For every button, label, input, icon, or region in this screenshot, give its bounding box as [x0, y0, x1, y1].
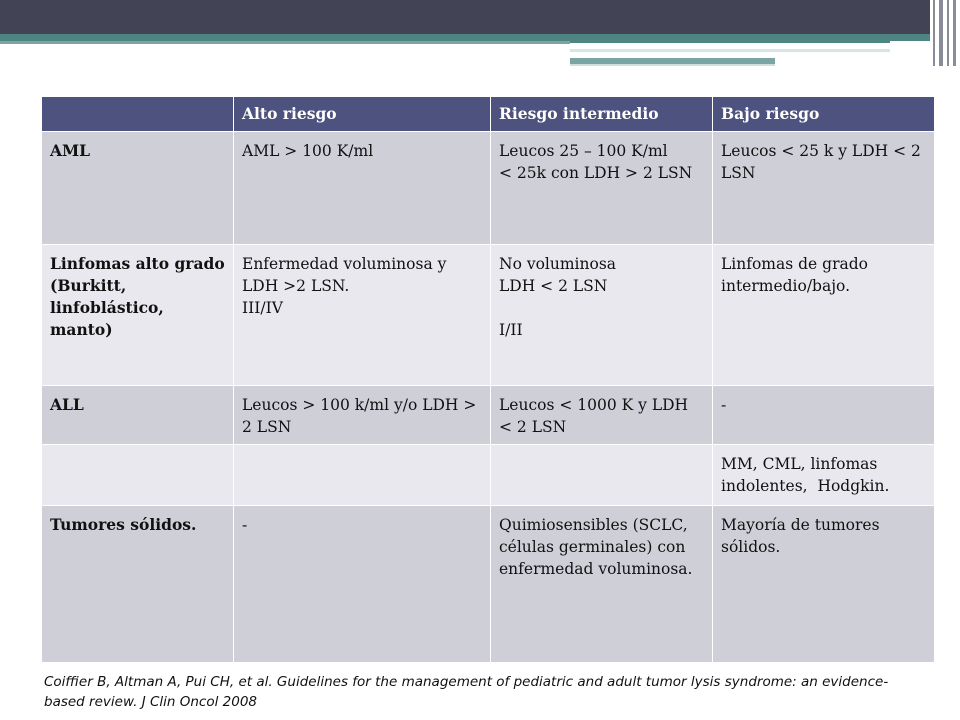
cell-text: AML > 100 K/ml: [242, 142, 374, 160]
row-label-cell: [42, 445, 234, 506]
cell-text: LDH < 2 LSN: [499, 277, 608, 295]
cell-text: Linfomas alto grado (Burkitt, linfoblástico, manto): [50, 254, 231, 339]
riesgo-intermedio-cell: [491, 245, 713, 386]
bajo-riesgo-cell: [713, 245, 935, 386]
table-row: [42, 506, 935, 663]
riesgo-intermedio-cell: [491, 386, 713, 445]
cell-text: -: [242, 516, 248, 534]
header-accent-stripe: [0, 34, 930, 41]
header-accent-line: [0, 41, 570, 44]
cell-text: III/IV: [242, 299, 283, 317]
bajo-riesgo-cell: [713, 445, 935, 506]
riesgo-intermedio-cell: [491, 445, 713, 506]
table-row: [42, 245, 935, 386]
cell-text: [242, 453, 482, 475]
riesgo-intermedio-cell: [491, 132, 713, 245]
bajo-riesgo-cell: [713, 386, 935, 445]
header-cell-alto-riesgo: Alto riesgo: [234, 97, 491, 132]
riesgo-intermedio-cell: [491, 506, 713, 663]
cell-text: < 25k con LDH > 2 LSN: [499, 164, 693, 182]
header-cell-empty: [42, 97, 234, 132]
table-row: [42, 386, 935, 445]
row-label-cell: [42, 386, 234, 445]
row-label-cell: [42, 245, 234, 386]
citation: Coiffier B, Altman A, Pui CH, et al. Guidelines for the management of pediatric and adult tumor lysis syndrome: an evidence-based review. J Clin Oncol 2008: [44, 674, 889, 710]
table-header-row: [42, 97, 935, 132]
header-vertical-bars: [930, 0, 960, 66]
table-row: [42, 445, 935, 506]
cell-text: Quimiosensibles (SCLC, células germinales) con enfermedad voluminosa.: [499, 516, 693, 578]
cell-text: Tumores sólidos.: [50, 515, 197, 534]
bajo-riesgo-cell: [713, 506, 935, 663]
cell-text: No voluminosa: [499, 255, 617, 273]
cell-text: AML: [50, 141, 91, 160]
alto-riesgo-cell: [234, 245, 491, 386]
header-bar: [0, 0, 930, 34]
cell-text: [50, 453, 225, 475]
cell-text: [499, 453, 704, 475]
header-cell-bajo-riesgo: Bajo riesgo: [713, 97, 935, 132]
row-label-cell: [42, 506, 234, 663]
cell-text: Leucos < 25 k y LDH < 2 LSN: [721, 142, 926, 182]
alto-riesgo-cell: [234, 386, 491, 445]
cell-text: I/II: [499, 321, 523, 339]
cell-text: Leucos < 1000 K y LDH < 2 LSN: [499, 396, 693, 436]
cell-text: [499, 297, 704, 319]
header-rule-short-light: [570, 64, 775, 66]
cell-text: Leucos > 100 k/ml y/o LDH > 2 LSN: [242, 396, 482, 436]
alto-riesgo-cell: [234, 445, 491, 506]
cell-text: Enfermedad voluminosa y LDH >2 LSN.: [242, 255, 452, 295]
bajo-riesgo-cell: [713, 132, 935, 245]
alto-riesgo-cell: [234, 132, 491, 245]
cell-text: MM, CML, linfomas indolentes, Hodgkin.: [721, 455, 890, 495]
cell-text: Leucos 25 – 100 K/ml: [499, 142, 668, 160]
alto-riesgo-cell: [234, 506, 491, 663]
header-cell-riesgo-intermedio: Riesgo intermedio: [491, 97, 713, 132]
risk-table: [41, 96, 935, 663]
cell-text: ALL: [50, 395, 84, 414]
cell-text: Linfomas de grado intermedio/bajo.: [721, 255, 873, 295]
row-label-cell: [42, 132, 234, 245]
risk-table-container: [41, 96, 934, 663]
cell-text: -: [721, 396, 727, 414]
cell-text: Mayoría de tumores sólidos.: [721, 516, 885, 556]
table-row: [42, 132, 935, 245]
header-rule-right: [570, 41, 890, 53]
